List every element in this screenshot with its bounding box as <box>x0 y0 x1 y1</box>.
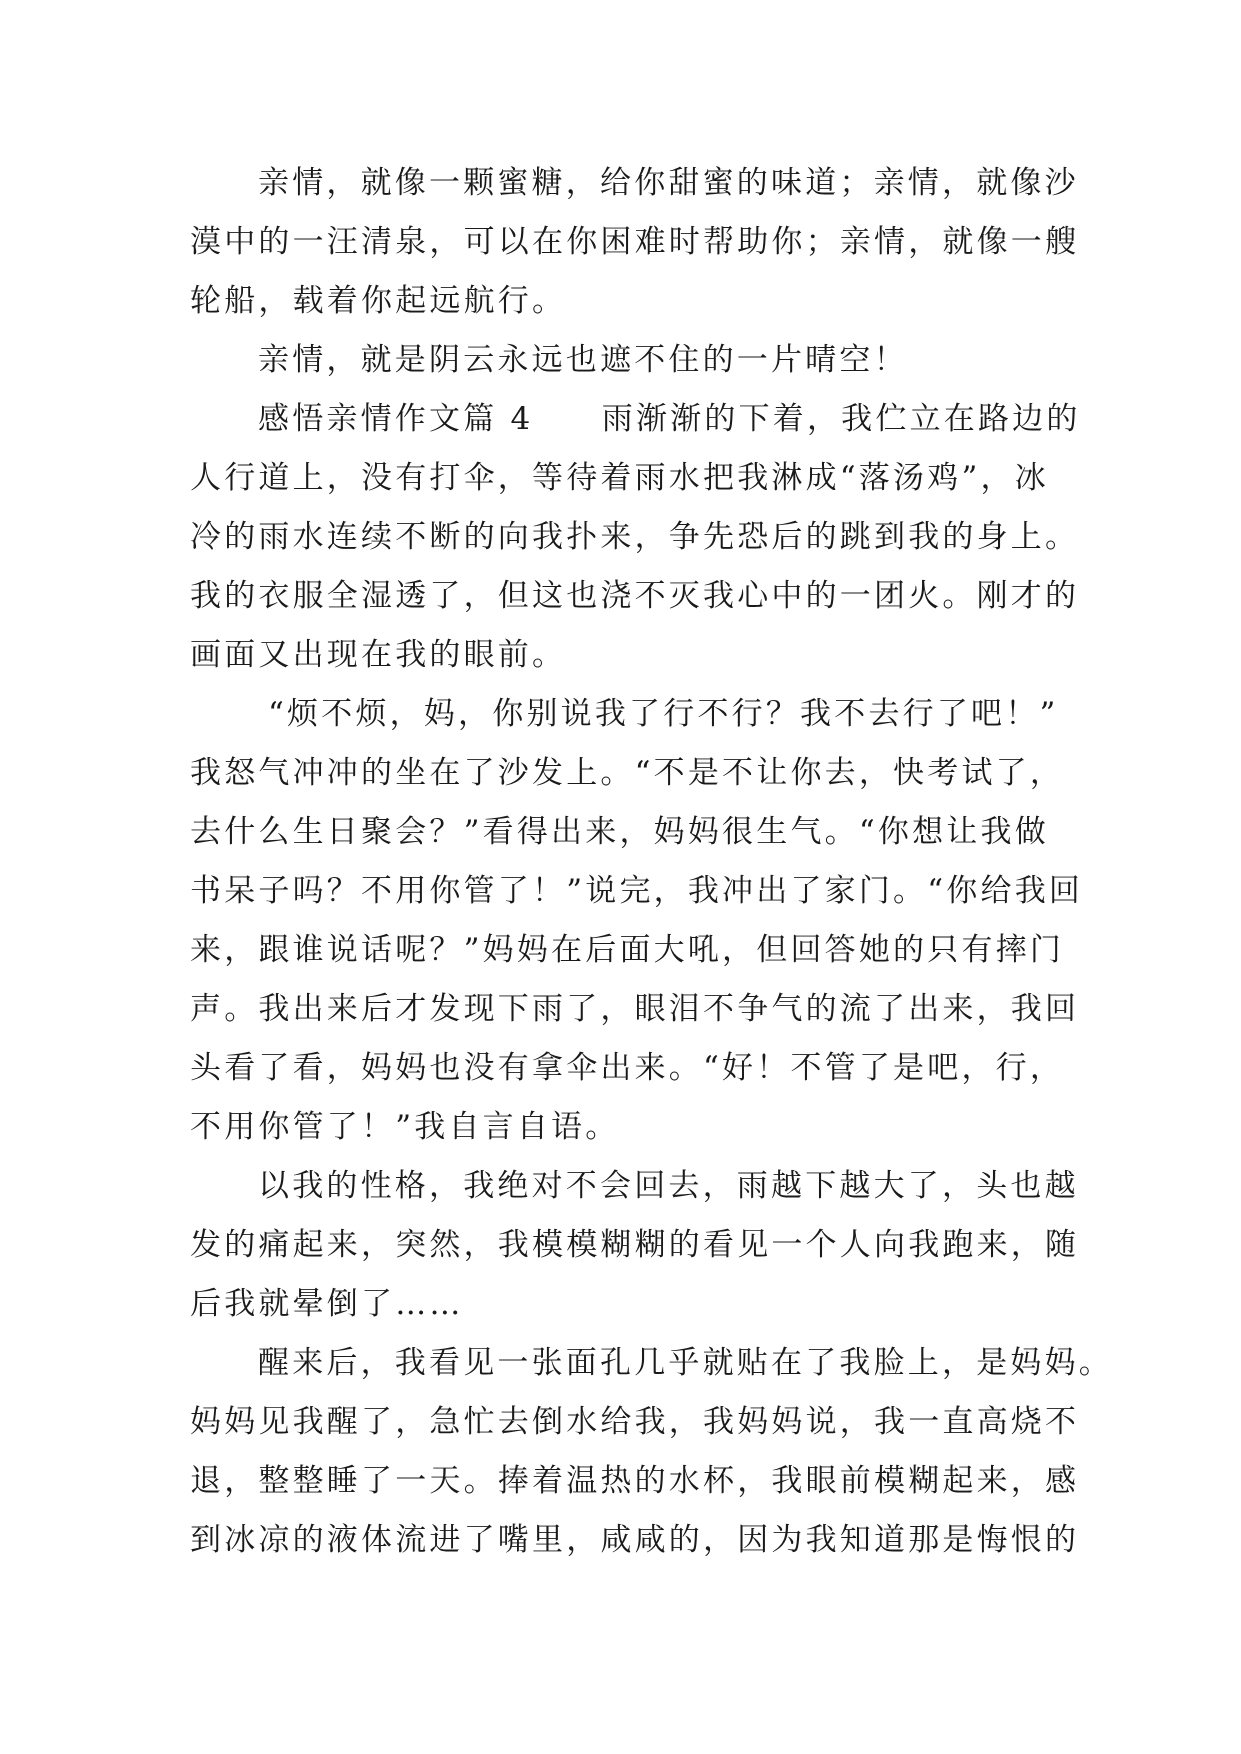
text-line: 人行道上，没有打伞，等待着雨水把我淋成“落汤鸡”，冰 <box>190 460 1049 496</box>
text-line: 我的衣服全湿透了，但这也浇不灭我心中的一团火。刚才的 <box>190 578 1080 614</box>
text-line: 以我的性格，我绝对不会回去，雨越下越大了，头也越 <box>258 1168 1079 1204</box>
text-line: 我怒气冲冲的坐在了沙发上。“不是不让你去，快考试了， <box>190 755 1065 791</box>
text-line: 漠中的一汪清泉，可以在你困难时帮助你；亲情，就像一艘 <box>190 224 1080 260</box>
text-line: 亲情，就是阴云永远也遮不住的一片晴空！ <box>258 342 908 378</box>
text-line: 亲情，就像一颗蜜糖，给你甜蜜的味道；亲情，就像沙 <box>258 165 1079 201</box>
text-line: 退，整整睡了一天。捧着温热的水杯，我眼前模糊起来，感 <box>190 1463 1080 1499</box>
text-line: 感悟亲情作文篇 4 雨渐渐的下着，我伫立在路边的 <box>258 401 1081 437</box>
text-line: 不用你管了！”我自言自语。 <box>190 1109 620 1145</box>
text-line: 冷的雨水连续不断的向我扑来，争先恐后的跳到我的身上。 <box>190 519 1080 555</box>
text-line: 画面又出现在我的眼前。 <box>190 637 567 673</box>
text-line: 书呆子吗？不用你管了！”说完，我冲出了家门。“你给我回 <box>190 873 1084 909</box>
text-line: “烦不烦，妈，你别说我了行不行？我不去行了吧！” <box>268 696 1059 732</box>
text-line: 来，跟谁说话呢？”妈妈在后面大吼，但回答她的只有摔门 <box>190 932 1065 968</box>
text-line: 声。我出来后才发现下雨了，眼泪不争气的流了出来，我回 <box>190 991 1080 1027</box>
text-line: 去什么生日聚会？”看得出来，妈妈很生气。“你想让我做 <box>190 814 1049 850</box>
text-line: 轮船，载着你起远航行。 <box>190 283 567 319</box>
text-line: 到冰凉的液体流进了嘴里，咸咸的，因为我知道那是悔恨的 <box>190 1522 1080 1558</box>
text-line: 头看了看，妈妈也没有拿伞出来。“好！不管了是吧，行， <box>190 1050 1065 1086</box>
text-line: 后我就晕倒了…… <box>190 1286 464 1322</box>
text-line: 妈妈见我醒了，急忙去倒水给我，我妈妈说，我一直高烧不 <box>190 1404 1080 1440</box>
text-line: 醒来后，我看见一张面孔几乎就贴在了我脸上，是妈妈。 <box>258 1345 1113 1381</box>
text-line: 发的痛起来，突然，我模模糊糊的看见一个人向我跑来，随 <box>190 1227 1080 1263</box>
